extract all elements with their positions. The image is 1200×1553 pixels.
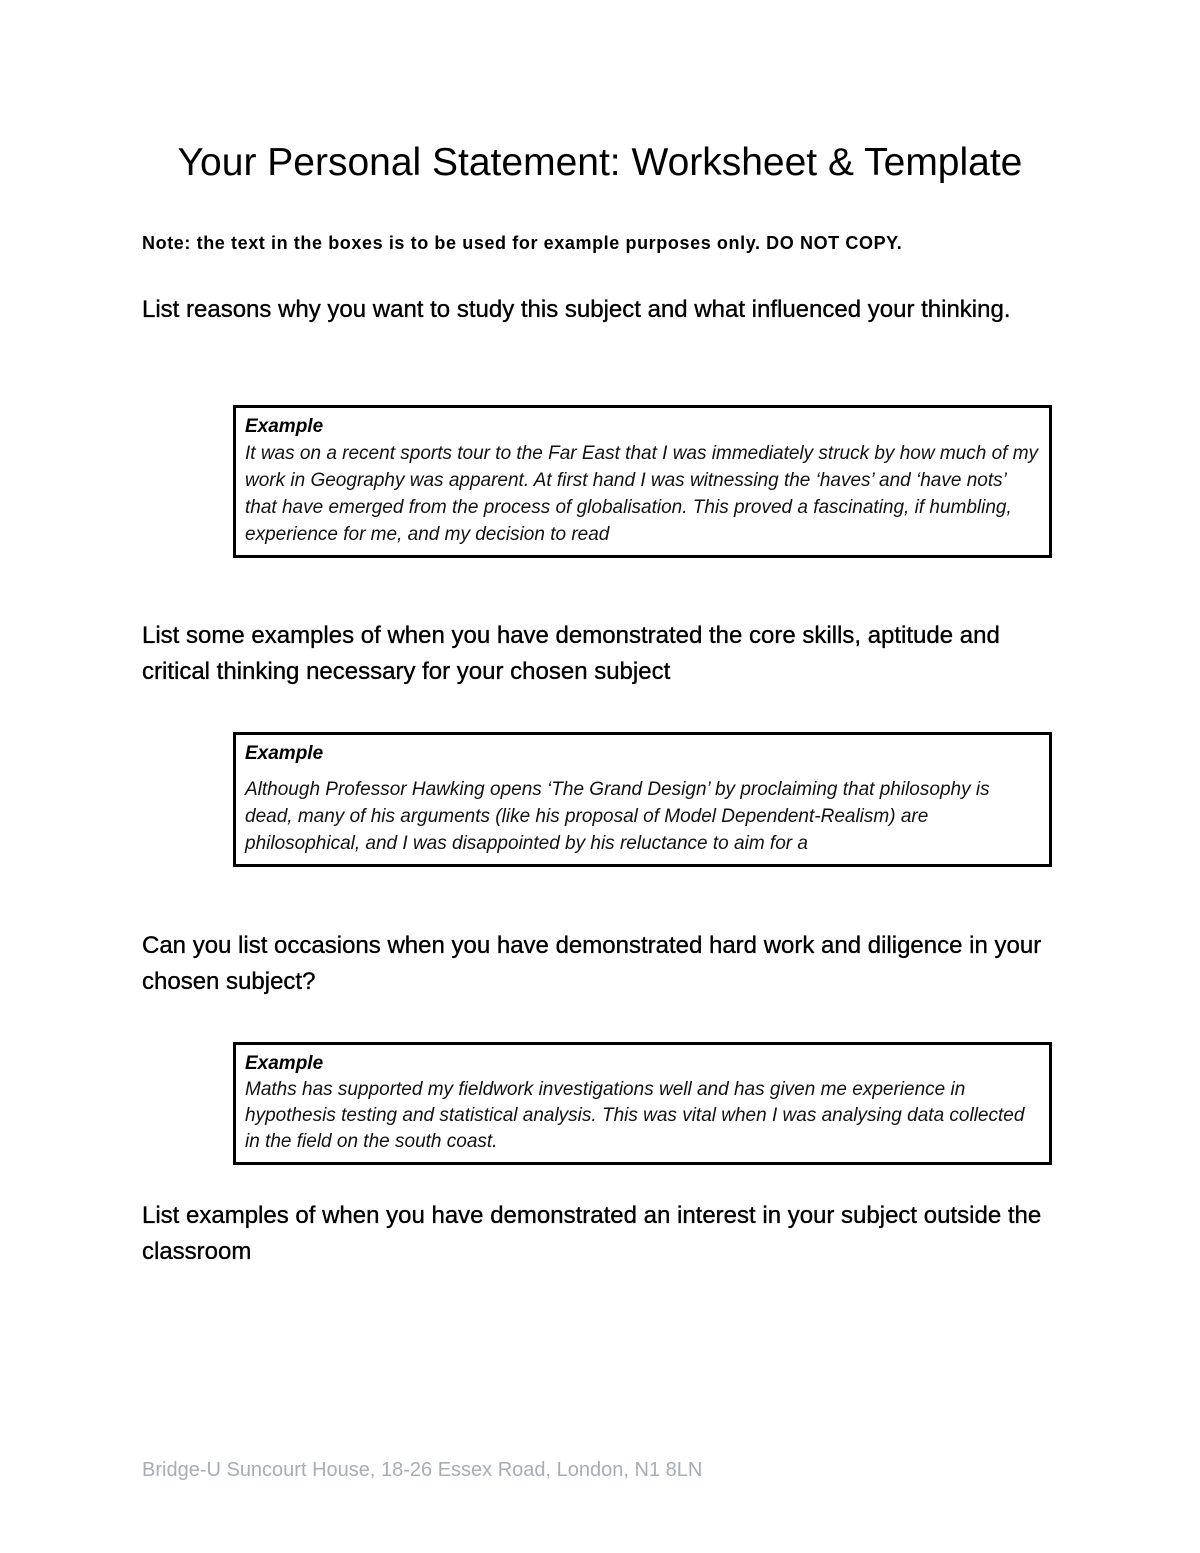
footer-address: Bridge-U Suncourt House, 18-26 Essex Road, London, N1 8LN bbox=[142, 1459, 703, 1481]
page-title: Your Personal Statement: Worksheet & Template bbox=[177, 141, 1023, 184]
question-core-skills: List some examples of when you have demonstrated the core skills, aptitude and critical thinking necessary for your chosen subject bbox=[142, 622, 1000, 685]
question-outside-interest: List examples of when you have demonstrated an interest in your subject outside the classroom bbox=[142, 1202, 1042, 1265]
example-label: Example bbox=[245, 1053, 324, 1074]
example-text: It was on a recent sports tour to the Far East that I was immediately struck by how much of my work in Geography was apparent. At first hand I was witnessing the ‘haves’ and ‘have nots’ that have emerged from the process of globalisation. This proved a fascinating, if humbling, experience for me, and my decision to read bbox=[245, 443, 1039, 545]
example-box-hard-work bbox=[233, 1042, 1052, 1165]
example-label: Example bbox=[245, 416, 324, 437]
question-hard-work: Can you list occasions when you have demonstrated hard work and diligence in your chosen subject? bbox=[142, 932, 1042, 995]
copy-warning-note: Note: the text in the boxes is to be used for example purposes only. DO NOT COPY. bbox=[142, 233, 903, 253]
question-reasons: List reasons why you want to study this subject and what influenced your thinking. bbox=[142, 296, 1011, 323]
example-box-reasons bbox=[233, 405, 1052, 558]
example-text: Although Professor Hawking opens ‘The Grand Design’ by proclaiming that philosophy is dead, many of his arguments (like his proposal of Model Dependent-Realism) are philosophical, and I was disappointed by his reluctance to aim for a bbox=[245, 779, 990, 854]
example-label: Example bbox=[245, 743, 324, 764]
example-box-core-skills bbox=[233, 732, 1052, 867]
example-text: Maths has supported my fieldwork investigations well and has given me experience in hypothesis testing and statistical analysis. This was vital when I was analysing data collected in the field on the south coast. bbox=[245, 1079, 1025, 1152]
